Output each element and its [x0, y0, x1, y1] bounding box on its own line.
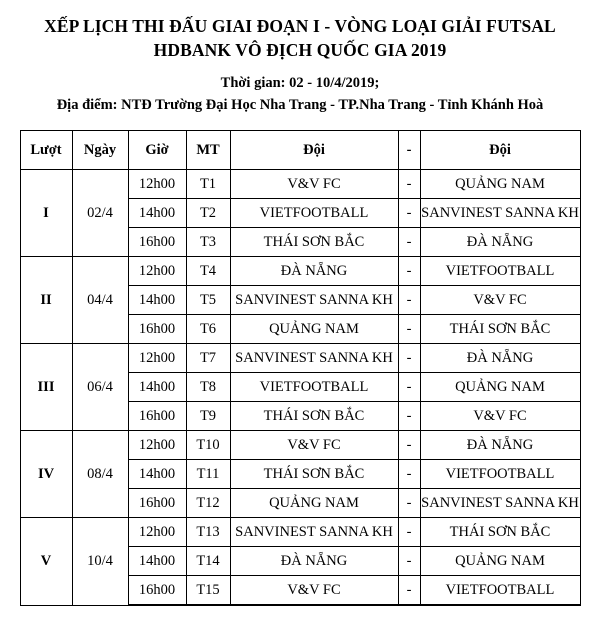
document-subtitle [0, 72, 600, 116]
round-date: 04/4 [72, 257, 128, 344]
match-time: 14h00 [128, 199, 186, 228]
match-time: 14h00 [128, 286, 186, 315]
match-time: 16h00 [128, 489, 186, 518]
match-separator: - [398, 199, 420, 228]
column-header-mt: MT [186, 131, 230, 170]
match-separator: - [398, 547, 420, 576]
match-code: T1 [186, 170, 230, 199]
match-separator: - [398, 344, 420, 373]
match-code: T11 [186, 460, 230, 489]
title-line-2: HDBANK VÔ ĐỊCH QUỐC GIA 2019 [153, 40, 447, 60]
match-code: T12 [186, 489, 230, 518]
match-code: T14 [186, 547, 230, 576]
match-separator: - [398, 228, 420, 257]
home-team: VIETFOOTBALL [230, 199, 398, 228]
home-team: SANVINEST SANNA KH [230, 286, 398, 315]
match-separator: - [398, 460, 420, 489]
table-header-row [20, 131, 580, 170]
match-time: 12h00 [128, 518, 186, 547]
match-time: 12h00 [128, 257, 186, 286]
away-team: ĐÀ NẴNG [420, 344, 580, 373]
away-team: V&V FC [420, 402, 580, 431]
home-team: THÁI SƠN BẮC [230, 402, 398, 431]
match-separator: - [398, 257, 420, 286]
match-code: T8 [186, 373, 230, 402]
match-code: T7 [186, 344, 230, 373]
home-team: THÁI SƠN BẮC [230, 460, 398, 489]
match-time: 16h00 [128, 315, 186, 344]
home-team: SANVINEST SANNA KH [230, 344, 398, 373]
match-time: 12h00 [128, 344, 186, 373]
home-team: V&V FC [230, 431, 398, 460]
away-team: VIETFOOTBALL [420, 257, 580, 286]
document-title [0, 0, 600, 62]
match-time: 16h00 [128, 576, 186, 606]
match-code: T2 [186, 199, 230, 228]
table-row [20, 518, 580, 547]
table-body [20, 170, 580, 606]
away-team: THÁI SƠN BẮC [420, 315, 580, 344]
match-time: 14h00 [128, 547, 186, 576]
home-team: V&V FC [230, 170, 398, 199]
away-team: V&V FC [420, 286, 580, 315]
round-date: 02/4 [72, 170, 128, 257]
table-row [20, 344, 580, 373]
subtitle-venue: Địa điểm: NTĐ Trường Đại Học Nha Trang - TP.Nha Trang - Tỉnh Khánh Hoà [56, 97, 544, 113]
away-team: SANVINEST SANNA KH [420, 489, 580, 518]
round-date: 08/4 [72, 431, 128, 518]
home-team: ĐÀ NẴNG [230, 547, 398, 576]
round-number: III [20, 344, 72, 431]
home-team: THÁI SƠN BẮC [230, 228, 398, 257]
column-header-away-team: Đội [420, 131, 580, 170]
match-code: T15 [186, 576, 230, 606]
match-time: 14h00 [128, 373, 186, 402]
match-time: 14h00 [128, 460, 186, 489]
match-code: T3 [186, 228, 230, 257]
match-separator: - [398, 373, 420, 402]
match-separator: - [398, 170, 420, 199]
round-number: V [20, 518, 72, 606]
table-header [20, 131, 580, 170]
home-team: SANVINEST SANNA KH [230, 518, 398, 547]
match-time: 12h00 [128, 431, 186, 460]
schedule-table [20, 130, 581, 606]
home-team: QUẢNG NAM [230, 315, 398, 344]
home-team: V&V FC [230, 576, 398, 606]
match-code: T10 [186, 431, 230, 460]
home-team: QUẢNG NAM [230, 489, 398, 518]
match-separator: - [398, 489, 420, 518]
table-row [20, 431, 580, 460]
round-date: 06/4 [72, 344, 128, 431]
away-team: ĐÀ NẴNG [420, 228, 580, 257]
match-separator: - [398, 431, 420, 460]
match-separator: - [398, 576, 420, 606]
away-team: THÁI SƠN BẮC [420, 518, 580, 547]
home-team: ĐÀ NẴNG [230, 257, 398, 286]
away-team: QUẢNG NAM [420, 170, 580, 199]
round-number: II [20, 257, 72, 344]
subtitle-time: Thời gian: 02 - 10/4/2019; [220, 75, 380, 91]
column-header-luot: Lượt [20, 131, 72, 170]
away-team: ĐÀ NẴNG [420, 431, 580, 460]
column-header-gio: Giờ [128, 131, 186, 170]
match-code: T6 [186, 315, 230, 344]
away-team: QUẢNG NAM [420, 547, 580, 576]
match-code: T9 [186, 402, 230, 431]
match-code: T4 [186, 257, 230, 286]
table-row [20, 170, 580, 199]
match-separator: - [398, 315, 420, 344]
match-separator: - [398, 286, 420, 315]
match-separator: - [398, 402, 420, 431]
round-number: IV [20, 431, 72, 518]
match-code: T13 [186, 518, 230, 547]
match-time: 12h00 [128, 170, 186, 199]
away-team: SANVINEST SANNA KH [420, 199, 580, 228]
away-team: QUẢNG NAM [420, 373, 580, 402]
round-date: 10/4 [72, 518, 128, 606]
column-header-ngay: Ngày [72, 131, 128, 170]
table-row [20, 257, 580, 286]
match-time: 16h00 [128, 228, 186, 257]
away-team: VIETFOOTBALL [420, 576, 580, 606]
match-code: T5 [186, 286, 230, 315]
column-header-home-team: Đội [230, 131, 398, 170]
match-time: 16h00 [128, 402, 186, 431]
match-separator: - [398, 518, 420, 547]
home-team: VIETFOOTBALL [230, 373, 398, 402]
round-number: I [20, 170, 72, 257]
title-line-1: XẾP LỊCH THI ĐẤU GIAI ĐOẠN I - VÒNG LOẠI GIẢI FUTSAL [44, 16, 556, 36]
away-team: VIETFOOTBALL [420, 460, 580, 489]
column-header-separator: - [398, 131, 420, 170]
